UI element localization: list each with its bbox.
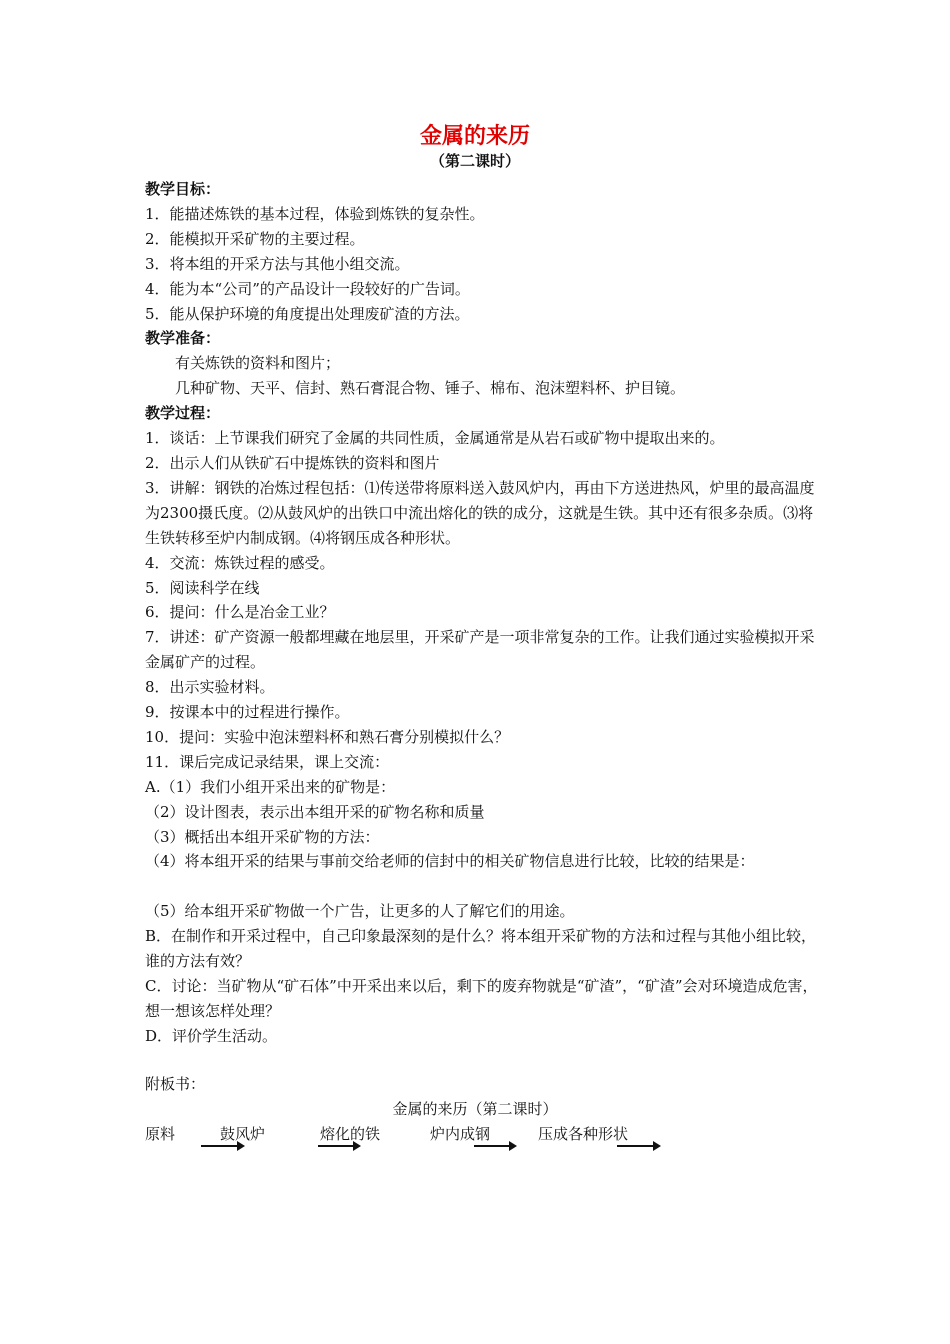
process-item: 7．讲述：矿产资源一般都埋藏在地层里，开采矿产是一项非常复杂的工作。让我们通过实验模拟开采金属矿产的过程。 (145, 628, 815, 672)
process-item: （5）给本组开采矿物做一个广告，让更多的人了解它们的用途。 (145, 902, 575, 921)
flow-step: 鼓风炉 (220, 1125, 266, 1143)
goal-item: 3．将本组的开采方法与其他小组交流。 (145, 254, 410, 273)
process-item: （3）概括出本组开采矿物的方法： (145, 827, 380, 846)
process-item: 4．交流：炼铁过程的感受。 (145, 553, 335, 572)
goal-item: 4．能为本“公司”的产品设计一段较好的广告词。 (145, 279, 470, 298)
process-item: C．讨论：当矿物从“矿石体”中开采出来以后，剩下的废弃物就是“矿渣”，“矿渣”会对环境造成危害，想一想该怎样处理？ (145, 976, 818, 1020)
flow-arrow-icon (617, 1145, 659, 1147)
flow-step: 原料 (145, 1125, 176, 1143)
process-item: 6．提问：什么是冶金工业？ (145, 603, 335, 622)
appendix-label: 附板书： (145, 1075, 206, 1093)
process-flow (0, 1123, 950, 1163)
flow-arrow-icon (318, 1145, 359, 1147)
process-item: 9．按课本中的过程进行操作。 (145, 703, 350, 722)
process-item: 3．讲解：钢铁的冶炼过程包括：⑴传送带将原料送入鼓风炉内，再由下方送进热风，炉里的最高温度为2300摄氏度。⑵从鼓风炉的出铁口中流出熔化的铁的成分，这就是生铁。其中还有很多杂质。⑶将生铁转移至炉内制成钢。⑷将钢压成各种形状。 (145, 478, 815, 547)
process-item: 8．出示实验材料。 (145, 678, 275, 697)
goal-item: 5．能从保护环境的角度提出处理废矿渣的方法。 (145, 304, 470, 323)
blank-line (145, 874, 825, 899)
flow-step: 压成各种形状 (538, 1125, 629, 1143)
flow-step: 熔化的铁 (320, 1125, 381, 1143)
goal-item: 2．能模拟开采矿物的主要过程。 (145, 229, 365, 248)
board-title: 金属的来历（第二课时） (392, 1100, 558, 1118)
goals-heading: 教学目标： (145, 180, 221, 198)
process-item: 5．阅读科学在线 (145, 578, 260, 597)
process-item: 11．课后完成记录结果，课上交流： (145, 752, 390, 771)
prep-item: 有关炼铁的资料和图片； (175, 354, 341, 373)
page-title: 金属的来历 (419, 124, 530, 149)
flow-arrow-icon (201, 1145, 243, 1147)
page-subtitle: （第二课时） (429, 152, 520, 170)
prep-heading: 教学准备： (145, 329, 221, 348)
process-item: B．在制作和开采过程中，自己印象最深刻的是什么？将本组开采矿物的方法和过程与其他小组比较，谁的方法有效？ (145, 927, 817, 971)
process-item: 1．谈话：上节课我们研究了金属的共同性质，金属通常是从岩石或矿物中提取出来的。 (145, 429, 725, 448)
document-body (145, 177, 825, 1049)
process-item: 10．提问：实验中泡沫塑料杯和熟石膏分别模拟什么？ (145, 727, 510, 746)
process-item: 2．出示人们从铁矿石中提炼铁的资料和图片 (145, 453, 440, 472)
goal-item: 1．能描述炼铁的基本过程，体验到炼铁的复杂性。 (145, 204, 485, 223)
process-item: （4）将本组开采的结果与事前交给老师的信封中的相关矿物信息进行比较，比较的结果是： (145, 852, 755, 871)
flow-arrow-icon (474, 1145, 515, 1147)
process-item: D．评价学生活动。 (145, 1026, 278, 1045)
flow-step: 炉内成钢 (430, 1125, 491, 1143)
process-item: （2）设计图表，表示出本组开采的矿物名称和质量 (145, 802, 485, 821)
process-heading: 教学过程： (145, 404, 221, 423)
prep-item: 几种矿物、天平、信封、熟石膏混合物、锤子、棉布、泡沫塑料杯、护目镜。 (175, 379, 686, 398)
process-item: A.（1）我们小组开采出来的矿物是： (145, 777, 396, 796)
